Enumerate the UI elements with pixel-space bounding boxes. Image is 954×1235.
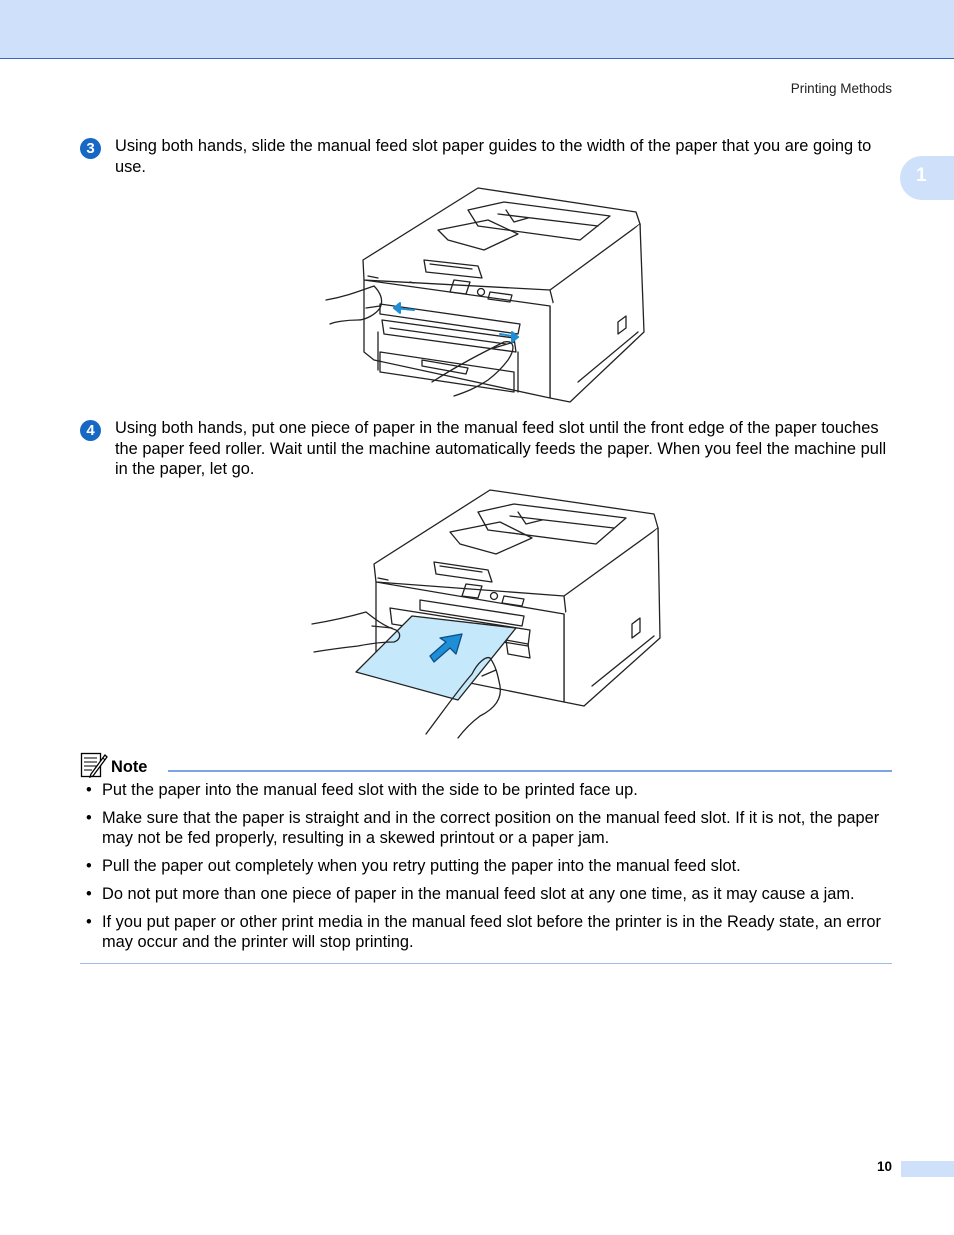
note-list (80, 780, 892, 960)
note-item: • If you put paper or other print media in the manual feed slot before the printer is in the Ready state, an error may occur and the printer will stop printing. (86, 912, 881, 952)
step-3 (80, 136, 892, 177)
step-number-badge: 3 (80, 138, 101, 159)
page-number-tab (901, 1161, 954, 1177)
running-header: Printing Methods (790, 81, 892, 96)
chapter-tab (900, 156, 954, 200)
printer-illustration-paper-guides (318, 182, 652, 404)
note-pencil-icon (80, 752, 108, 778)
note-bottom-divider (80, 963, 892, 964)
note-item: • Pull the paper out completely when you retry putting the paper into the manual feed slot. (86, 857, 741, 876)
step-instruction: Using both hands, put one piece of paper in the manual feed slot until the front edge of the paper touches the paper feed roller. Wait until the machine automatically feeds the paper. When you feel the machine pull in the paper, let go. (115, 419, 887, 479)
note-item: • Make sure that the paper is straight and in the correct position on the manual feed slot. If it is not, the paper may not be fed properly, resulting in a skewed printout or a paper jam. (86, 808, 880, 848)
step-instruction: Using both hands, slide the manual feed slot paper guides to the width of the paper that you are going to use. (115, 137, 872, 176)
page-number: 10 (876, 1159, 892, 1174)
note-item: • Put the paper into the manual feed slot with the side to be printed face up. (86, 781, 638, 799)
printer-illustration-inserting-paper (310, 486, 662, 740)
step-4 (80, 418, 892, 480)
step-number-badge: 4 (80, 420, 101, 441)
note-divider (168, 770, 892, 772)
note-item: • Do not put more than one piece of paper in the manual feed slot at any one time, as it may cause a jam. (86, 884, 855, 903)
chapter-number: 1 (916, 165, 927, 186)
note-label: Note (111, 758, 148, 776)
note-header (80, 752, 892, 782)
header-band (0, 0, 954, 59)
